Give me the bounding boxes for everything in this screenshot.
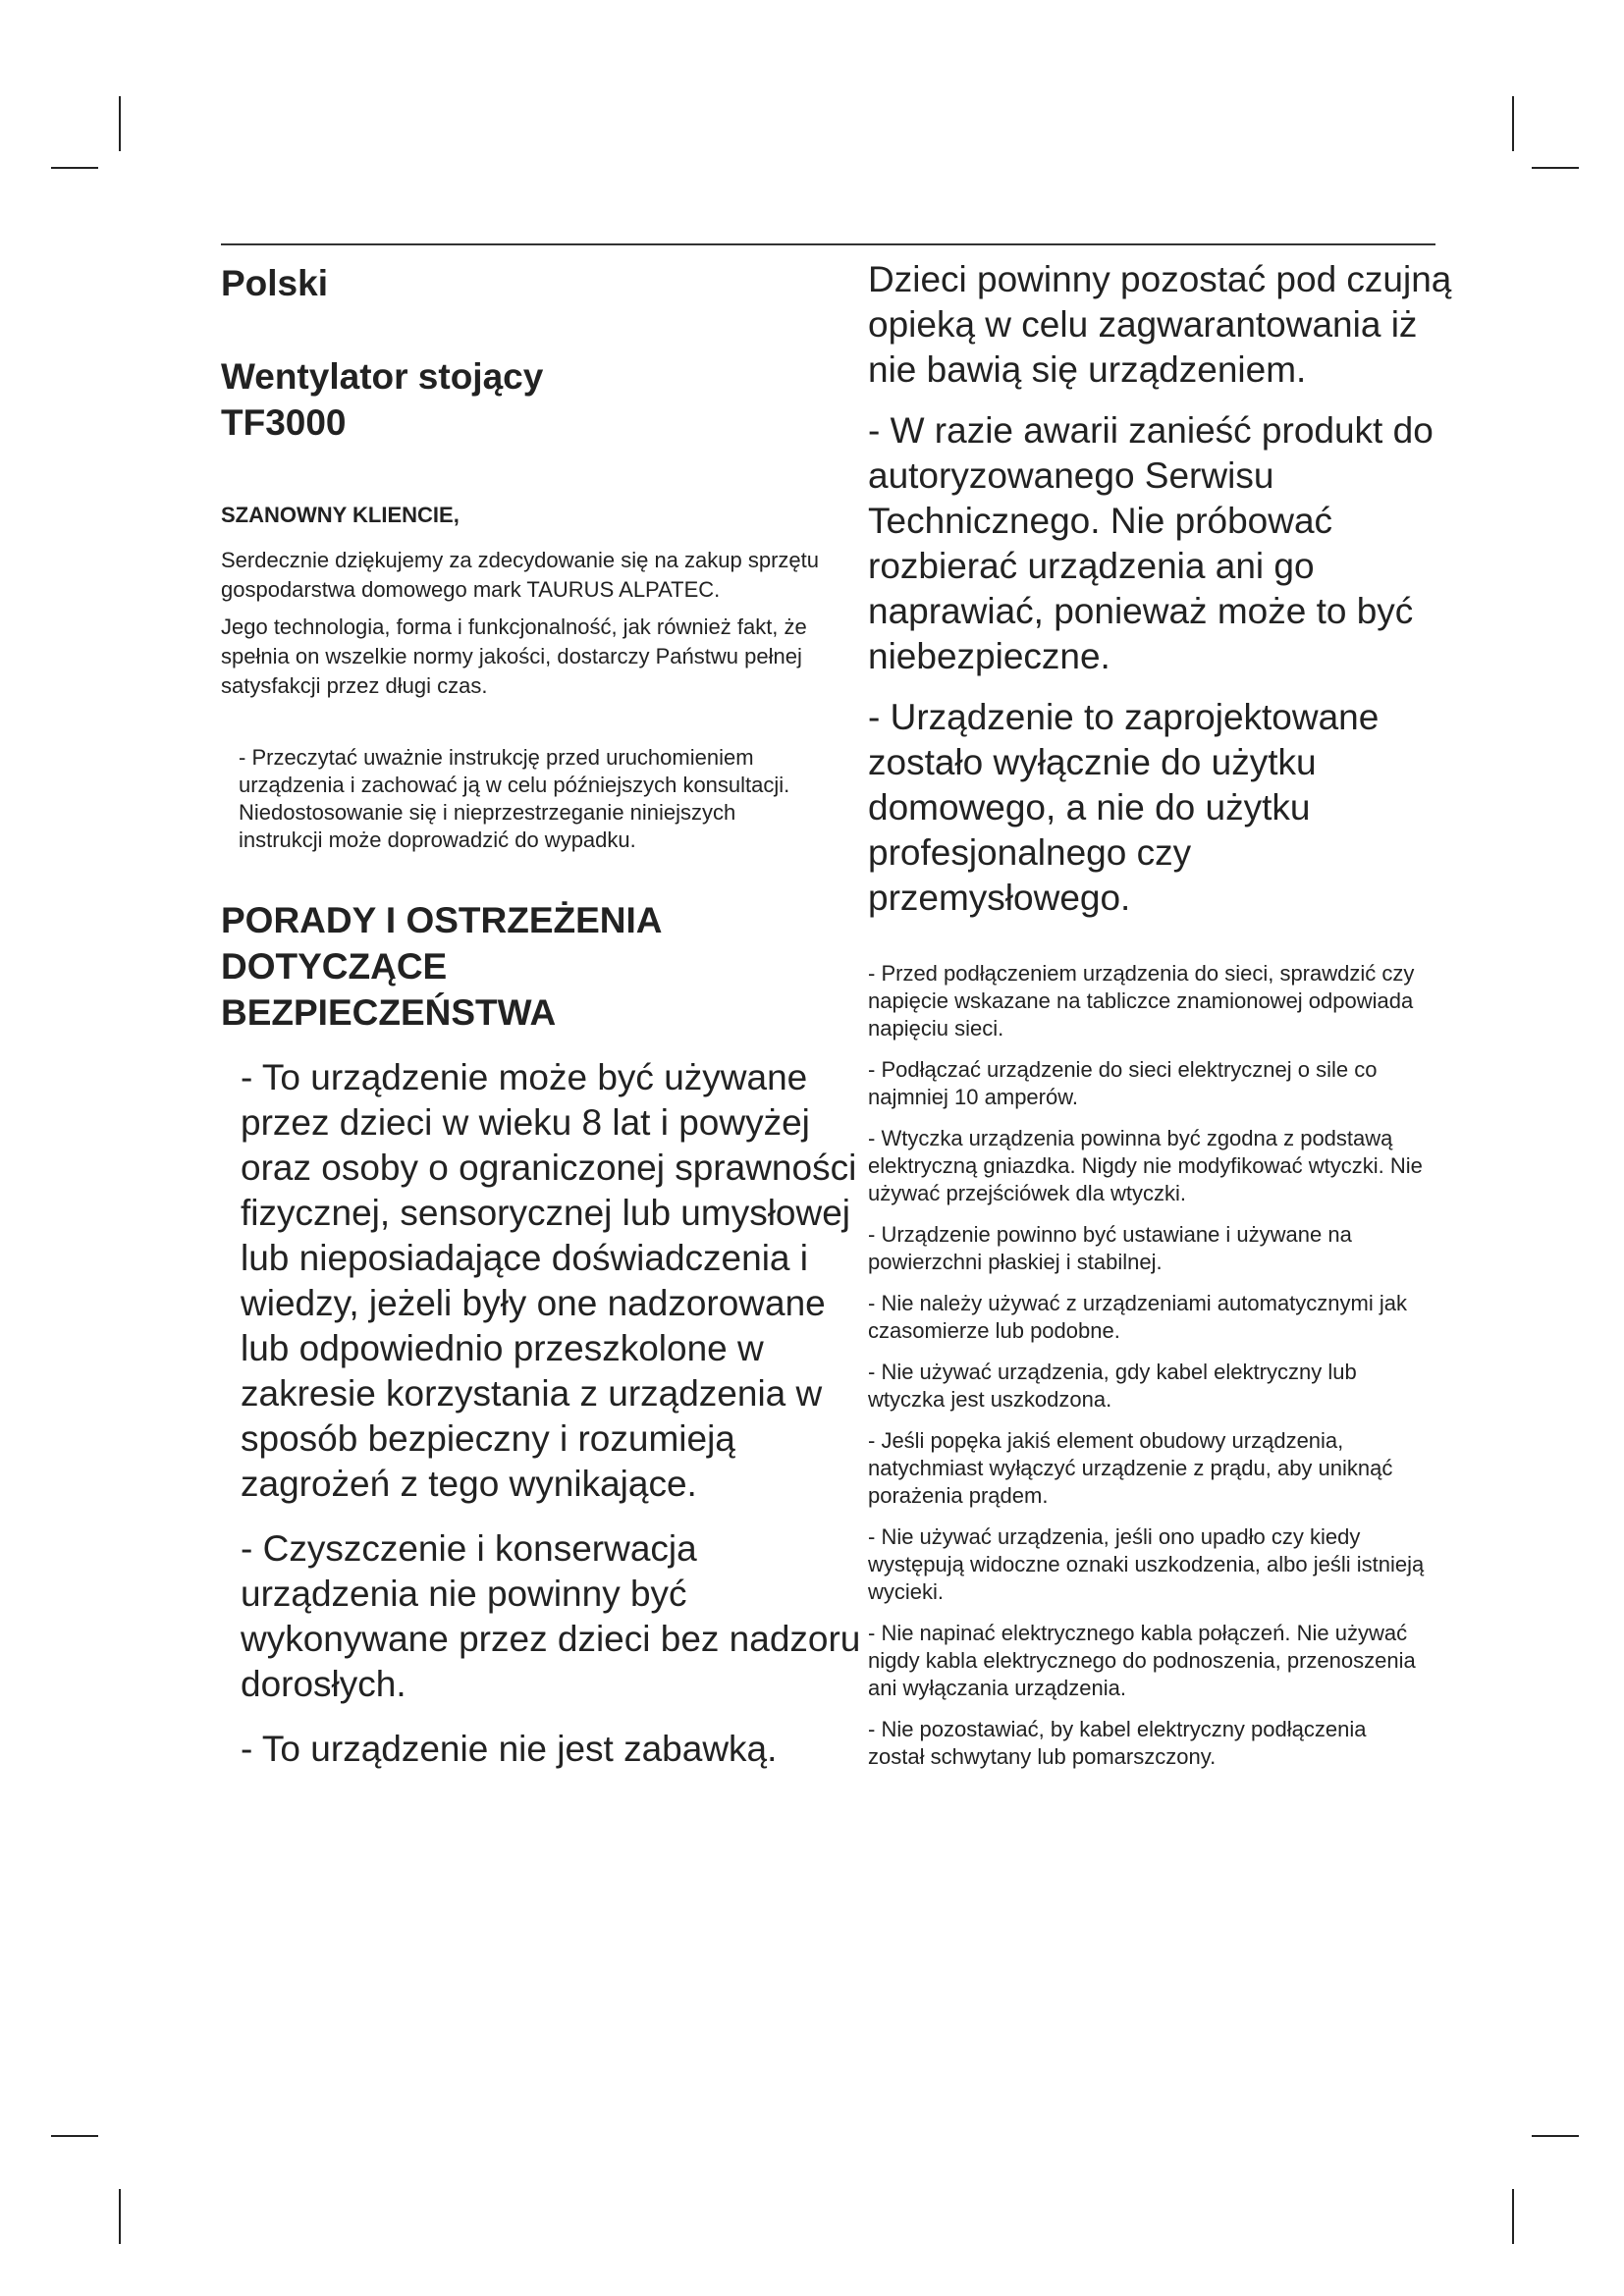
product-title-line1: Wentylator stojący — [221, 356, 544, 397]
safety-item: - To urządzenie może być używane przez dzieci w wieku 8 lat i powyżej oraz osoby o ograniczonej sprawności fizycznej, sensorycznej lub umysłowej lub nieposiadające doświadczenia i wiedzy, jeżeli były one nadzorowane lub odpowiednio przeszkolone w zakresie korzystania z urządzenia w sposób bezpieczny i rozumieją zagrożeń z tego wynikające. — [241, 1057, 857, 1504]
safety-heading-line: PORADY I OSTRZEŻENIA — [221, 900, 663, 940]
safety-heading — [221, 897, 859, 1036]
safety-small-item: - Jeśli popęka jakiś element obudowy urządzenia, natychmiast wyłączyć urządzenie z prądu, aby uniknąć porażenia prądem. — [868, 1428, 1393, 1508]
safety-large-list-right — [868, 257, 1457, 921]
safety-small-item: - Nie napinać elektrycznego kabla połączeń. Nie używać nigdy kabla elektrycznego do podnoszenia, przenoszenia ani wyłączania urządzenia. — [868, 1621, 1416, 1700]
crop-mark-bottom-right-horizontal — [1532, 2135, 1579, 2137]
safety-item: - Czyszczenie i konserwacja urządzenia nie powinny być wykonywane przez dzieci bez nadzoru dorosłych. — [241, 1528, 861, 1704]
intro-text — [221, 546, 859, 701]
safety-small-item: - Wtyczka urządzenia powinna być zgodna z podstawą elektryczną gniazdka. Nigdy nie modyfikować wtyczki. Nie używać przejściówek dla wtyczki. — [868, 1126, 1423, 1205]
intro-paragraph: Serdecznie dziękujemy za zdecydowanie się na zakup sprzętu gospodarstwa domowego mark TAURUS ALPATEC. — [221, 548, 819, 602]
crop-mark-top-left-horizontal — [51, 167, 98, 169]
safety-small-item: - Podłączać urządzenie do sieci elektrycznej o sile co najmniej 10 amperów. — [868, 1057, 1378, 1109]
crop-mark-top-left-vertical — [119, 96, 121, 151]
safety-heading-line: DOTYCZĄCE — [221, 946, 448, 987]
greeting: SZANOWNY KLIENCIE, — [221, 503, 460, 527]
crop-mark-bottom-right-vertical — [1512, 2189, 1514, 2244]
right-column — [868, 257, 1457, 1785]
language-label: Polski — [221, 263, 328, 303]
safety-small-item: - Przed podłączeniem urządzenia do sieci, sprawdzić czy napięcie wskazane na tabliczce znamionowej odpowiada napięciu sieci. — [868, 961, 1415, 1041]
safety-small-list — [868, 960, 1428, 1771]
crop-mark-top-right-horizontal — [1532, 167, 1579, 169]
safety-item: - Urządzenie to zaprojektowane zostało wyłącznie do użytku domowego, a nie do użytku profesjonalnego czy przemysłowego. — [868, 697, 1380, 918]
top-rule — [221, 243, 1435, 245]
safety-small-item: - Nie pozostawiać, by kabel elektryczny podłączenia został schwytany lub pomarszczony. — [868, 1717, 1367, 1769]
safety-small-item: - Nie używać urządzenia, jeśli ono upadło czy kiedy występują widoczne oznaki uszkodzenia, albo jeśli istnieją wycieki. — [868, 1524, 1425, 1604]
safety-heading-line: BEZPIECZEŃSTWA — [221, 992, 557, 1033]
safety-small-item: - Urządzenie powinno być ustawiane i używane na powierzchni płaskiej i stabilnej. — [868, 1222, 1352, 1274]
instruction-note: - Przeczytać uważnie instrukcję przed uruchomieniem urządzenia i zachować ją w celu późniejszych konsultacji. Niedostosowanie się i nieprzestrzeganie niniejszych instrukcji może doprowadzić do wypadku. — [239, 745, 790, 852]
crop-mark-bottom-left-vertical — [119, 2189, 121, 2244]
safety-small-item: - Nie należy używać z urządzeniami automatycznymi jak czasomierze lub podobne. — [868, 1291, 1407, 1343]
crop-mark-bottom-left-horizontal — [51, 2135, 98, 2137]
safety-item: Dzieci powinny pozostać pod czujną opieką w celu zagwarantowania iż nie bawią się urządzeniem. — [868, 259, 1452, 390]
intro-paragraph: Jego technologia, forma i funkcjonalność, jak również fakt, że spełnia on wszelkie normy jakości, dostarczy Państwu pełnej satysfakcji przez długi czas. — [221, 614, 807, 698]
product-title — [221, 353, 859, 446]
product-model: TF3000 — [221, 402, 347, 443]
crop-mark-top-right-vertical — [1512, 96, 1514, 151]
safety-item: - W razie awarii zanieść produkt do autoryzowanego Serwisu Technicznego. Nie próbować rozbierać urządzenia ani go naprawiać, ponieważ może to być niebezpieczne. — [868, 410, 1434, 676]
safety-small-item: - Nie używać urządzenia, gdy kabel elektryczny lub wtyczka jest uszkodzona. — [868, 1360, 1357, 1412]
safety-large-list-left — [241, 1055, 869, 1772]
left-column — [221, 257, 859, 1791]
safety-item: - To urządzenie nie jest zabawką. — [241, 1729, 778, 1769]
